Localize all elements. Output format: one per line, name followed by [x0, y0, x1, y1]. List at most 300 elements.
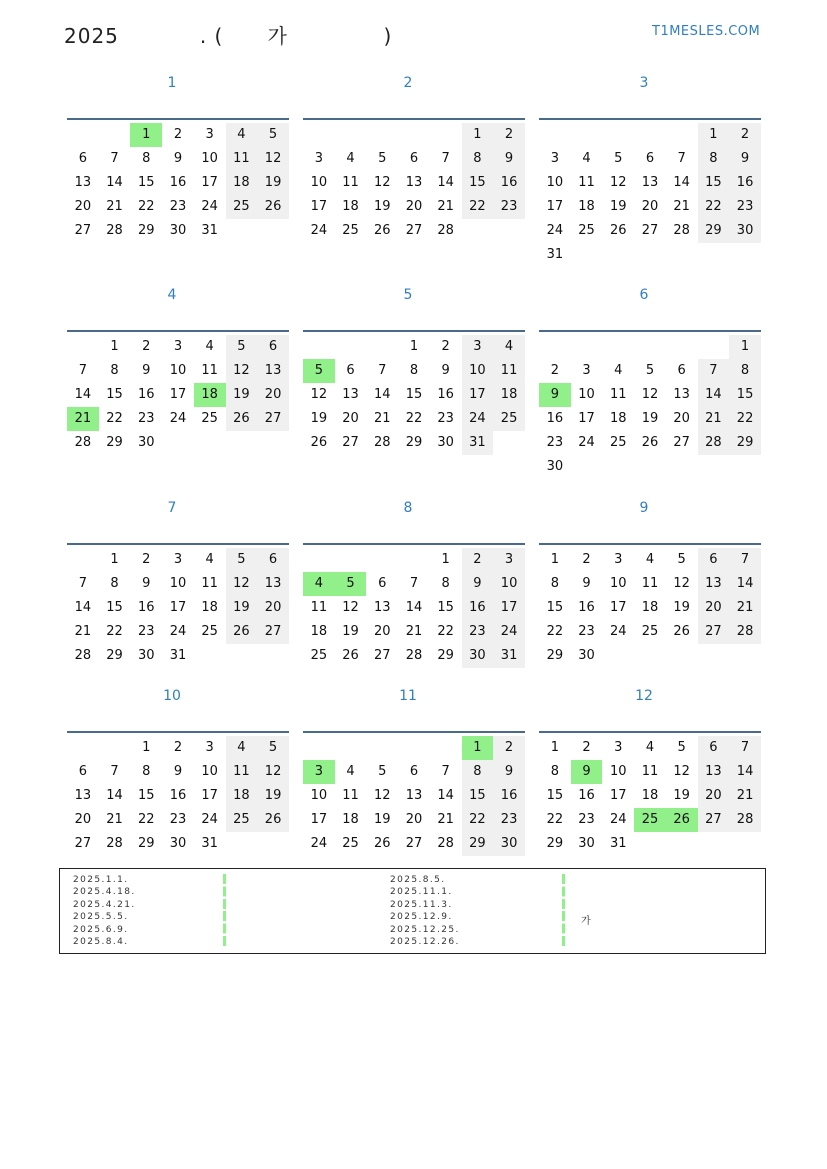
day-cell: 16: [437, 387, 454, 402]
day-grid: [539, 335, 761, 479]
day-cell: 12: [226, 359, 258, 383]
day-cell: 3: [462, 335, 494, 359]
day-cell: 13: [257, 359, 289, 383]
day-cell: 14: [106, 175, 123, 190]
day-cell: 15: [137, 788, 155, 803]
empty-cell: [303, 548, 335, 572]
day-cell: 21: [673, 199, 690, 214]
day-cell: 3: [493, 548, 525, 572]
day-cell: 23: [493, 808, 525, 832]
legend-marker-bar: [562, 874, 565, 948]
day-cell: 14: [729, 572, 761, 596]
day-cell: 16: [578, 600, 595, 615]
day-cell: 3: [205, 127, 214, 142]
empty-cell: [366, 123, 398, 147]
day-cell: 13: [698, 572, 730, 596]
day-cell: 27: [373, 648, 391, 663]
day-cell: 6: [698, 548, 730, 572]
brand-logo-text[interactable]: T1MESLES.COM: [652, 24, 761, 39]
day-cell: 28: [673, 223, 690, 238]
day-cell: 26: [310, 435, 328, 450]
day-cell: 16: [137, 600, 155, 615]
day-cell: 6: [257, 335, 289, 359]
day-cell: 31: [462, 431, 494, 455]
holiday-day-cell: 25: [634, 808, 666, 832]
empty-cell: [67, 736, 99, 760]
holiday-day-cell: 1: [462, 736, 494, 760]
day-cell: 16: [169, 788, 187, 803]
empty-cell: [398, 736, 430, 760]
month-calendar: [67, 686, 289, 851]
day-cell: 10: [169, 576, 187, 591]
day-cell: 21: [437, 199, 454, 214]
day-cell: 14: [437, 788, 454, 803]
month-divider: [67, 731, 289, 733]
day-cell: 25: [641, 624, 659, 639]
day-cell: 24: [201, 812, 218, 827]
day-cell: 20: [405, 812, 423, 827]
month-divider: [303, 731, 525, 733]
day-cell: 6: [257, 548, 289, 572]
month-calendar: [539, 285, 761, 474]
day-cell: 1: [550, 552, 559, 567]
day-cell: 7: [78, 363, 87, 378]
day-cell: 28: [437, 836, 454, 851]
day-cell: 2: [441, 339, 450, 354]
legend-dates-right: [390, 874, 460, 948]
legend-dates-left: [73, 874, 136, 948]
day-cell: 13: [405, 175, 423, 190]
day-cell: 21: [74, 624, 92, 639]
day-cell: 3: [173, 339, 183, 354]
empty-cell: [698, 335, 730, 359]
day-cell: 31: [493, 644, 525, 668]
day-cell: 23: [493, 195, 525, 219]
day-cell: 9: [441, 363, 450, 378]
day-cell: 30: [493, 832, 525, 856]
day-cell: 10: [609, 764, 627, 779]
day-cell: 24: [609, 812, 627, 827]
day-cell: 17: [578, 411, 595, 426]
day-cell: 29: [137, 836, 155, 851]
day-cell: 5: [226, 548, 258, 572]
holiday-day-cell: 9: [571, 760, 603, 784]
day-cell: 7: [441, 764, 450, 779]
empty-cell: [602, 335, 634, 359]
day-cell: 29: [729, 431, 761, 455]
month-divider: [67, 330, 289, 332]
day-cell: 9: [173, 151, 183, 166]
month-calendar: [67, 285, 289, 450]
day-cell: 11: [201, 576, 218, 591]
day-cell: 27: [698, 808, 730, 832]
day-cell: 25: [342, 223, 359, 238]
month-divider: [539, 731, 761, 733]
month-calendar: [539, 498, 761, 663]
day-cell: 19: [257, 784, 289, 808]
day-cell: 28: [437, 223, 454, 238]
day-cell: 27: [405, 223, 423, 238]
day-cell: 23: [137, 624, 155, 639]
day-cell: 24: [609, 624, 627, 639]
day-cell: 19: [673, 600, 690, 615]
day-cell: 20: [373, 624, 391, 639]
day-cell: 3: [614, 552, 623, 567]
day-cell: 2: [173, 127, 183, 142]
day-cell: 29: [137, 223, 155, 238]
page-title: 2025 . ( 가 ): [64, 24, 393, 48]
day-cell: 27: [74, 836, 92, 851]
day-cell: 22: [729, 407, 761, 431]
day-cell: 12: [609, 175, 627, 190]
day-cell: 20: [405, 199, 423, 214]
day-cell: 22: [137, 812, 155, 827]
day-cell: 12: [342, 600, 359, 615]
day-cell: 27: [673, 435, 690, 450]
day-cell: 13: [698, 760, 730, 784]
day-cell: 19: [257, 171, 289, 195]
month-calendar: [67, 73, 289, 238]
day-cell: 31: [169, 648, 187, 663]
day-cell: 11: [342, 175, 359, 190]
day-cell: 23: [437, 411, 454, 426]
day-cell: 18: [310, 624, 328, 639]
month-name: 10: [163, 688, 181, 704]
empty-cell: [602, 123, 634, 147]
day-grid: [303, 335, 525, 455]
day-cell: 21: [106, 199, 123, 214]
day-cell: 1: [698, 123, 730, 147]
day-cell: 15: [106, 600, 123, 615]
holiday-day-cell: 3: [303, 760, 335, 784]
day-cell: 19: [310, 411, 328, 426]
day-cell: 2: [462, 548, 494, 572]
day-cell: 4: [226, 123, 258, 147]
day-cell: 20: [257, 596, 289, 620]
day-cell: 13: [673, 387, 690, 402]
month-calendar: [303, 73, 525, 238]
day-cell: 14: [405, 600, 423, 615]
month-name: 2: [403, 75, 413, 91]
day-cell: 5: [645, 363, 655, 378]
day-cell: 29: [462, 832, 494, 856]
day-cell: 7: [441, 151, 450, 166]
day-cell: 21: [373, 411, 391, 426]
day-cell: 23: [462, 620, 494, 644]
day-grid: [539, 548, 761, 668]
day-cell: 7: [677, 151, 686, 166]
day-cell: 19: [373, 812, 391, 827]
day-cell: 9: [493, 147, 525, 171]
day-cell: 6: [409, 764, 419, 779]
day-cell: 16: [169, 175, 187, 190]
empty-cell: [366, 335, 398, 359]
day-cell: 9: [173, 764, 183, 779]
day-cell: 13: [405, 788, 423, 803]
day-cell: 15: [546, 788, 564, 803]
day-cell: 30: [137, 648, 155, 663]
day-cell: 19: [673, 788, 690, 803]
day-cell: 15: [137, 175, 155, 190]
day-cell: 28: [373, 435, 391, 450]
day-cell: 29: [405, 435, 423, 450]
day-cell: 24: [462, 407, 494, 431]
day-cell: 21: [698, 407, 730, 431]
day-cell: 22: [462, 808, 494, 832]
month-name: 6: [639, 287, 649, 303]
empty-cell: [335, 123, 367, 147]
day-cell: 14: [373, 387, 391, 402]
empty-cell: [303, 736, 335, 760]
day-cell: 15: [546, 600, 564, 615]
day-cell: 18: [641, 788, 659, 803]
day-cell: 4: [582, 151, 591, 166]
day-cell: 17: [201, 788, 218, 803]
day-cell: 17: [493, 596, 525, 620]
day-cell: 12: [373, 175, 391, 190]
day-cell: 22: [106, 624, 123, 639]
holiday-day-cell: 21: [67, 407, 99, 431]
day-cell: 5: [677, 552, 686, 567]
day-cell: 13: [257, 572, 289, 596]
day-cell: 27: [342, 435, 359, 450]
day-cell: 2: [173, 740, 183, 755]
day-cell: 2: [142, 339, 151, 354]
day-cell: 1: [462, 123, 494, 147]
day-cell: 10: [462, 359, 494, 383]
day-cell: 30: [462, 644, 494, 668]
day-cell: 28: [106, 836, 123, 851]
day-cell: 9: [729, 147, 761, 171]
day-cell: 11: [609, 387, 627, 402]
day-cell: 30: [578, 836, 595, 851]
day-cell: 30: [437, 435, 454, 450]
day-cell: 21: [729, 784, 761, 808]
day-cell: 7: [110, 764, 119, 779]
day-cell: 22: [137, 199, 155, 214]
day-cell: 24: [310, 223, 328, 238]
day-cell: 15: [462, 784, 494, 808]
day-cell: 5: [677, 740, 686, 755]
day-cell: 10: [201, 764, 218, 779]
legend-date: 2025.12.9.: [390, 912, 453, 923]
day-cell: 18: [226, 171, 258, 195]
day-cell: 1: [142, 740, 151, 755]
day-cell: 27: [698, 620, 730, 644]
month-divider: [539, 118, 761, 120]
legend-date: 2025.4.18.: [73, 887, 136, 898]
day-cell: 6: [78, 764, 87, 779]
day-cell: 19: [609, 199, 627, 214]
day-cell: 6: [677, 363, 686, 378]
day-cell: 21: [729, 596, 761, 620]
day-cell: 15: [698, 171, 730, 195]
day-cell: 10: [310, 175, 328, 190]
month-divider: [303, 330, 525, 332]
day-cell: 22: [437, 624, 454, 639]
day-cell: 4: [645, 552, 655, 567]
day-cell: 31: [201, 836, 218, 851]
empty-cell: [666, 335, 698, 359]
day-cell: 28: [106, 223, 123, 238]
day-cell: 14: [106, 788, 123, 803]
day-cell: 23: [546, 435, 564, 450]
day-cell: 10: [546, 175, 564, 190]
day-cell: 25: [201, 624, 218, 639]
day-grid: [303, 123, 525, 243]
day-cell: 17: [609, 600, 627, 615]
day-cell: 15: [106, 387, 123, 402]
day-cell: 23: [578, 624, 595, 639]
day-cell: 30: [137, 435, 155, 450]
day-cell: 9: [462, 572, 494, 596]
day-cell: 20: [698, 596, 730, 620]
holiday-day-cell: 26: [666, 808, 698, 832]
day-cell: 25: [201, 411, 218, 426]
day-cell: 4: [205, 552, 214, 567]
day-cell: 21: [106, 812, 123, 827]
empty-cell: [335, 736, 367, 760]
day-cell: 24: [493, 620, 525, 644]
empty-cell: [67, 123, 99, 147]
legend-date: 2025.4.21.: [73, 899, 136, 910]
day-cell: 2: [493, 736, 525, 760]
day-cell: 8: [110, 363, 119, 378]
empty-cell: [99, 123, 131, 147]
day-cell: 30: [169, 836, 187, 851]
day-cell: 19: [226, 383, 258, 407]
holiday-day-cell: 5: [303, 359, 335, 383]
day-cell: 19: [373, 199, 391, 214]
empty-cell: [634, 335, 666, 359]
legend-date: 2025.12.26.: [390, 937, 460, 948]
day-cell: 14: [698, 383, 730, 407]
day-cell: 14: [437, 175, 454, 190]
day-cell: 14: [74, 387, 92, 402]
empty-cell: [303, 335, 335, 359]
day-cell: 8: [462, 760, 494, 784]
day-cell: 18: [493, 383, 525, 407]
day-cell: 15: [405, 387, 423, 402]
day-cell: 8: [409, 363, 419, 378]
holiday-day-cell: 18: [194, 383, 226, 407]
empty-cell: [571, 335, 603, 359]
day-cell: 27: [405, 836, 423, 851]
day-grid: [303, 548, 525, 668]
month-calendar: [539, 686, 761, 851]
day-cell: 4: [614, 363, 623, 378]
day-cell: 4: [226, 736, 258, 760]
day-cell: 11: [226, 760, 258, 784]
day-cell: 14: [74, 600, 92, 615]
day-cell: 6: [698, 736, 730, 760]
day-cell: 16: [546, 411, 564, 426]
day-cell: 16: [729, 171, 761, 195]
day-cell: 25: [493, 407, 525, 431]
day-cell: 12: [310, 387, 328, 402]
month-name: 12: [635, 688, 653, 704]
day-cell: 7: [409, 576, 419, 591]
day-cell: 26: [226, 407, 258, 431]
day-cell: 7: [698, 359, 730, 383]
empty-cell: [99, 736, 131, 760]
empty-cell: [571, 123, 603, 147]
day-cell: 20: [673, 411, 690, 426]
legend-date: 2025.6.9.: [73, 924, 129, 935]
day-cell: 18: [342, 199, 359, 214]
day-cell: 17: [546, 199, 564, 214]
day-cell: 25: [578, 223, 595, 238]
day-cell: 27: [257, 620, 289, 644]
day-cell: 16: [137, 387, 155, 402]
day-cell: 12: [373, 788, 391, 803]
day-cell: 8: [462, 147, 494, 171]
day-cell: 20: [257, 383, 289, 407]
day-cell: 9: [142, 363, 151, 378]
day-cell: 26: [609, 223, 627, 238]
day-cell: 7: [78, 576, 87, 591]
day-cell: 18: [641, 600, 659, 615]
day-cell: 26: [226, 620, 258, 644]
month-name: 4: [167, 287, 177, 303]
day-cell: 25: [226, 808, 258, 832]
holiday-day-cell: 5: [335, 572, 367, 596]
empty-cell: [539, 335, 571, 359]
day-cell: 11: [641, 764, 659, 779]
day-cell: 25: [310, 648, 328, 663]
day-cell: 2: [142, 552, 151, 567]
day-cell: 17: [310, 812, 328, 827]
day-cell: 8: [110, 576, 119, 591]
day-cell: 16: [493, 171, 525, 195]
day-cell: 6: [378, 576, 387, 591]
day-cell: 1: [110, 339, 119, 354]
day-cell: 11: [226, 147, 258, 171]
day-cell: 5: [226, 335, 258, 359]
holiday-day-cell: 9: [539, 383, 571, 407]
month-divider: [303, 118, 525, 120]
day-cell: 26: [373, 836, 391, 851]
empty-cell: [666, 123, 698, 147]
day-cell: 23: [729, 195, 761, 219]
day-cell: 4: [346, 151, 355, 166]
day-cell: 25: [226, 195, 258, 219]
day-cell: 3: [614, 740, 623, 755]
day-cell: 22: [698, 195, 730, 219]
day-cell: 12: [257, 147, 289, 171]
day-cell: 23: [578, 812, 595, 827]
day-cell: 11: [641, 576, 659, 591]
day-cell: 22: [106, 411, 123, 426]
legend-date: 2025.11.3.: [390, 899, 453, 910]
day-cell: 13: [342, 387, 359, 402]
day-cell: 1: [441, 552, 450, 567]
day-cell: 14: [673, 175, 690, 190]
day-cell: 13: [74, 788, 92, 803]
day-cell: 4: [346, 764, 355, 779]
day-cell: 12: [641, 387, 659, 402]
day-cell: 17: [462, 383, 494, 407]
day-cell: 30: [546, 459, 564, 474]
day-grid: [303, 736, 525, 856]
day-cell: 18: [342, 812, 359, 827]
month-calendar: [303, 285, 525, 450]
day-cell: 23: [169, 199, 187, 214]
day-cell: 3: [173, 552, 183, 567]
day-cell: 22: [546, 624, 564, 639]
day-cell: 25: [342, 836, 359, 851]
day-grid: [539, 123, 761, 267]
